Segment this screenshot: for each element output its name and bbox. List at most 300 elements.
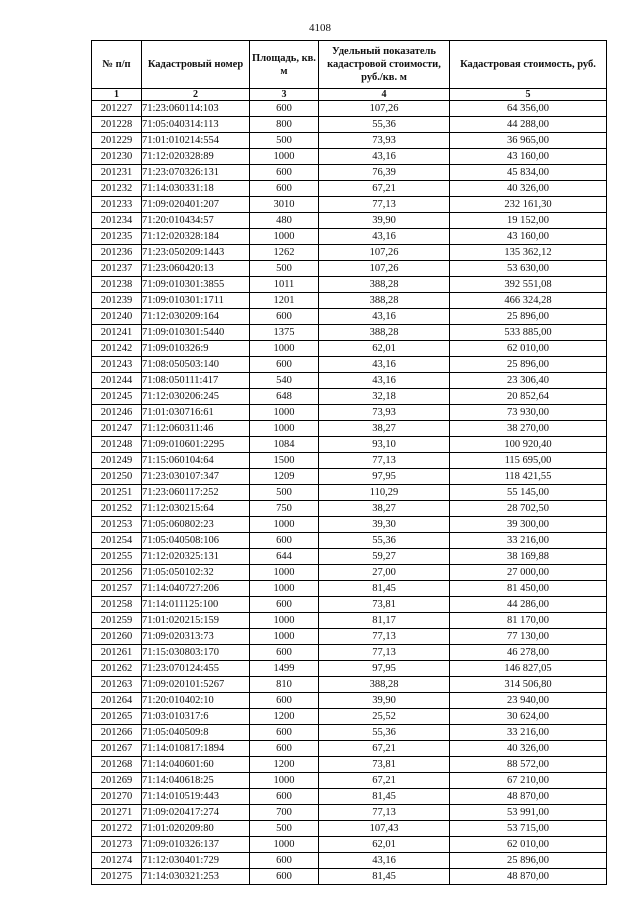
cadastral-number-cell: 71:09:010326:137 [142, 837, 250, 853]
row-number-cell: 201248 [92, 437, 142, 453]
table-row [92, 549, 607, 565]
row-number-cell: 201268 [92, 757, 142, 773]
table-row [92, 133, 607, 149]
unit-value-cell: 55,36 [319, 725, 450, 741]
cadastral-value-cell: 44 286,00 [450, 597, 607, 613]
cadastral-value-cell: 45 834,00 [450, 165, 607, 181]
cadastral-number-cell: 71:14:030331:18 [142, 181, 250, 197]
row-number-cell: 201228 [92, 117, 142, 133]
table-header-row [92, 41, 607, 89]
area-cell: 1000 [250, 341, 319, 357]
row-number-cell: 201246 [92, 405, 142, 421]
cadastral-number-cell: 71:09:010301:5440 [142, 325, 250, 341]
table-row [92, 277, 607, 293]
area-cell: 1000 [250, 773, 319, 789]
header-unit-value: Удельный показатель кадастровой стоимости, руб./кв. м [319, 41, 450, 89]
unit-value-cell: 107,43 [319, 821, 450, 837]
cadastral-value-cell: 466 324,28 [450, 293, 607, 309]
row-number-cell: 201255 [92, 549, 142, 565]
table-row [92, 645, 607, 661]
table-row [92, 709, 607, 725]
row-number-cell: 201250 [92, 469, 142, 485]
cadastral-value-cell: 67 210,00 [450, 773, 607, 789]
unit-value-cell: 93,10 [319, 437, 450, 453]
unit-value-cell: 107,26 [319, 261, 450, 277]
cadastral-value-cell: 28 702,50 [450, 501, 607, 517]
table-row [92, 741, 607, 757]
table-row [92, 853, 607, 869]
cadastral-value-cell: 62 010,00 [450, 341, 607, 357]
unit-value-cell: 73,93 [319, 405, 450, 421]
cadastral-number-cell: 71:09:010601:2295 [142, 437, 250, 453]
header-cadastral-number: Кадастровый номер [142, 41, 250, 89]
table-row [92, 581, 607, 597]
unit-value-cell: 388,28 [319, 325, 450, 341]
cadastral-value-cell: 44 288,00 [450, 117, 607, 133]
unit-value-cell: 77,13 [319, 453, 450, 469]
cadastral-number-cell: 71:05:040314:113 [142, 117, 250, 133]
unit-value-cell: 81,45 [319, 789, 450, 805]
cadastral-number-cell: 71:14:010519:443 [142, 789, 250, 805]
row-number-cell: 201231 [92, 165, 142, 181]
table-row [92, 421, 607, 437]
table-row [92, 117, 607, 133]
row-number-cell: 201233 [92, 197, 142, 213]
cadastral-value-table [91, 40, 607, 885]
area-cell: 600 [250, 165, 319, 181]
row-number-cell: 201227 [92, 101, 142, 117]
area-cell: 1000 [250, 581, 319, 597]
cadastral-value-cell: 55 145,00 [450, 485, 607, 501]
unit-value-cell: 97,95 [319, 469, 450, 485]
table-row [92, 661, 607, 677]
area-cell: 1000 [250, 629, 319, 645]
unit-value-cell: 38,27 [319, 421, 450, 437]
column-number-5: 5 [450, 89, 607, 101]
cadastral-value-cell: 73 930,00 [450, 405, 607, 421]
area-cell: 810 [250, 677, 319, 693]
cadastral-value-cell: 232 161,30 [450, 197, 607, 213]
cadastral-value-cell: 46 278,00 [450, 645, 607, 661]
area-cell: 1500 [250, 453, 319, 469]
unit-value-cell: 43,16 [319, 309, 450, 325]
unit-value-cell: 73,81 [319, 757, 450, 773]
row-number-cell: 201238 [92, 277, 142, 293]
cadastral-value-cell: 115 695,00 [450, 453, 607, 469]
row-number-cell: 201240 [92, 309, 142, 325]
cadastral-number-cell: 71:14:040601:60 [142, 757, 250, 773]
unit-value-cell: 388,28 [319, 677, 450, 693]
row-number-cell: 201267 [92, 741, 142, 757]
cadastral-number-cell: 71:01:010214:554 [142, 133, 250, 149]
area-cell: 500 [250, 821, 319, 837]
unit-value-cell: 67,21 [319, 741, 450, 757]
unit-value-cell: 77,13 [319, 629, 450, 645]
cadastral-value-cell: 20 852,64 [450, 389, 607, 405]
cadastral-value-cell: 27 000,00 [450, 565, 607, 581]
table-row [92, 789, 607, 805]
row-number-cell: 201259 [92, 613, 142, 629]
cadastral-number-cell: 71:08:050111:417 [142, 373, 250, 389]
area-cell: 1262 [250, 245, 319, 261]
cadastral-value-cell: 25 896,00 [450, 357, 607, 373]
unit-value-cell: 81,45 [319, 869, 450, 885]
table-row [92, 517, 607, 533]
table-row [92, 565, 607, 581]
cadastral-number-cell: 71:12:030215:64 [142, 501, 250, 517]
row-number-cell: 201261 [92, 645, 142, 661]
cadastral-number-cell: 71:05:060802:23 [142, 517, 250, 533]
area-cell: 500 [250, 261, 319, 277]
row-number-cell: 201265 [92, 709, 142, 725]
cadastral-value-cell: 392 551,08 [450, 277, 607, 293]
table-row [92, 245, 607, 261]
row-number-cell: 201236 [92, 245, 142, 261]
area-cell: 600 [250, 357, 319, 373]
cadastral-value-cell: 25 896,00 [450, 309, 607, 325]
unit-value-cell: 97,95 [319, 661, 450, 677]
unit-value-cell: 38,27 [319, 501, 450, 517]
table-row [92, 725, 607, 741]
table-row [92, 261, 607, 277]
cadastral-value-cell: 48 870,00 [450, 789, 607, 805]
column-number-row [92, 89, 607, 101]
unit-value-cell: 76,39 [319, 165, 450, 181]
unit-value-cell: 81,45 [319, 581, 450, 597]
cadastral-number-cell: 71:14:010817:1894 [142, 741, 250, 757]
unit-value-cell: 43,16 [319, 373, 450, 389]
unit-value-cell: 77,13 [319, 805, 450, 821]
header-area: Площадь, кв. м [250, 41, 319, 89]
row-number-cell: 201256 [92, 565, 142, 581]
unit-value-cell: 39,90 [319, 213, 450, 229]
cadastral-value-cell: 40 326,00 [450, 181, 607, 197]
row-number-cell: 201253 [92, 517, 142, 533]
row-number-cell: 201244 [92, 373, 142, 389]
area-cell: 1375 [250, 325, 319, 341]
cadastral-value-cell: 19 152,00 [450, 213, 607, 229]
column-number-2: 2 [142, 89, 250, 101]
unit-value-cell: 39,90 [319, 693, 450, 709]
cadastral-number-cell: 71:12:030401:729 [142, 853, 250, 869]
area-cell: 600 [250, 725, 319, 741]
area-cell: 1000 [250, 613, 319, 629]
cadastral-value-cell: 118 421,55 [450, 469, 607, 485]
row-number-cell: 201258 [92, 597, 142, 613]
table-row [92, 629, 607, 645]
unit-value-cell: 32,18 [319, 389, 450, 405]
cadastral-value-cell: 36 965,00 [450, 133, 607, 149]
area-cell: 800 [250, 117, 319, 133]
row-number-cell: 201241 [92, 325, 142, 341]
cadastral-number-cell: 71:05:050102:32 [142, 565, 250, 581]
row-number-cell: 201243 [92, 357, 142, 373]
cadastral-number-cell: 71:14:030321:253 [142, 869, 250, 885]
unit-value-cell: 388,28 [319, 277, 450, 293]
cadastral-value-cell: 30 624,00 [450, 709, 607, 725]
area-cell: 1084 [250, 437, 319, 453]
cadastral-number-cell: 71:23:070326:131 [142, 165, 250, 181]
area-cell: 480 [250, 213, 319, 229]
cadastral-value-cell: 64 356,00 [450, 101, 607, 117]
area-cell: 500 [250, 133, 319, 149]
unit-value-cell: 107,26 [319, 245, 450, 261]
cadastral-number-cell: 71:23:060114:103 [142, 101, 250, 117]
unit-value-cell: 110,29 [319, 485, 450, 501]
cadastral-number-cell: 71:23:030107:347 [142, 469, 250, 485]
cadastral-number-cell: 71:09:020417:274 [142, 805, 250, 821]
cadastral-value-cell: 81 170,00 [450, 613, 607, 629]
row-number-cell: 201249 [92, 453, 142, 469]
header-cadastral-value: Кадастровая стоимость, руб. [450, 41, 607, 89]
cadastral-number-cell: 71:09:020313:73 [142, 629, 250, 645]
table-row [92, 437, 607, 453]
row-number-cell: 201270 [92, 789, 142, 805]
unit-value-cell: 59,27 [319, 549, 450, 565]
cadastral-number-cell: 71:09:010301:3855 [142, 277, 250, 293]
cadastral-number-cell: 71:12:030209:164 [142, 309, 250, 325]
table-row [92, 149, 607, 165]
cadastral-number-cell: 71:09:020401:207 [142, 197, 250, 213]
row-number-cell: 201245 [92, 389, 142, 405]
area-cell: 600 [250, 309, 319, 325]
cadastral-number-cell: 71:14:040618:25 [142, 773, 250, 789]
row-number-cell: 201251 [92, 485, 142, 501]
row-number-cell: 201254 [92, 533, 142, 549]
cadastral-value-cell: 38 270,00 [450, 421, 607, 437]
row-number-cell: 201229 [92, 133, 142, 149]
table-row [92, 165, 607, 181]
area-cell: 1000 [250, 837, 319, 853]
cadastral-value-cell: 53 715,00 [450, 821, 607, 837]
area-cell: 644 [250, 549, 319, 565]
area-cell: 1000 [250, 149, 319, 165]
area-cell: 700 [250, 805, 319, 821]
header-row-number: № п/п [92, 41, 142, 89]
row-number-cell: 201247 [92, 421, 142, 437]
row-number-cell: 201237 [92, 261, 142, 277]
cadastral-number-cell: 71:12:030206:245 [142, 389, 250, 405]
row-number-cell: 201271 [92, 805, 142, 821]
area-cell: 648 [250, 389, 319, 405]
row-number-cell: 201273 [92, 837, 142, 853]
unit-value-cell: 62,01 [319, 837, 450, 853]
unit-value-cell: 43,16 [319, 149, 450, 165]
cadastral-number-cell: 71:08:050503:140 [142, 357, 250, 373]
table-row [92, 293, 607, 309]
table-row [92, 453, 607, 469]
table-row [92, 805, 607, 821]
row-number-cell: 201269 [92, 773, 142, 789]
area-cell: 1000 [250, 421, 319, 437]
area-cell: 1000 [250, 517, 319, 533]
row-number-cell: 201275 [92, 869, 142, 885]
table-row [92, 613, 607, 629]
cadastral-value-cell: 43 160,00 [450, 229, 607, 245]
table-row [92, 357, 607, 373]
cadastral-number-cell: 71:20:010402:10 [142, 693, 250, 709]
table-row [92, 373, 607, 389]
cadastral-value-cell: 314 506,80 [450, 677, 607, 693]
table-row [92, 821, 607, 837]
unit-value-cell: 62,01 [319, 341, 450, 357]
row-number-cell: 201272 [92, 821, 142, 837]
table-row [92, 229, 607, 245]
cadastral-number-cell: 71:12:060311:46 [142, 421, 250, 437]
unit-value-cell: 43,16 [319, 357, 450, 373]
row-number-cell: 201260 [92, 629, 142, 645]
unit-value-cell: 55,36 [319, 533, 450, 549]
cadastral-number-cell: 71:05:040508:106 [142, 533, 250, 549]
area-cell: 600 [250, 645, 319, 661]
cadastral-number-cell: 71:23:060117:252 [142, 485, 250, 501]
area-cell: 1000 [250, 229, 319, 245]
table-row [92, 181, 607, 197]
area-cell: 600 [250, 533, 319, 549]
table-row [92, 405, 607, 421]
unit-value-cell: 55,36 [319, 117, 450, 133]
table-row [92, 469, 607, 485]
table-row [92, 773, 607, 789]
table-row [92, 485, 607, 501]
page-number: 4108 [309, 22, 331, 34]
row-number-cell: 201266 [92, 725, 142, 741]
unit-value-cell: 77,13 [319, 197, 450, 213]
row-number-cell: 201230 [92, 149, 142, 165]
column-number-3: 3 [250, 89, 319, 101]
area-cell: 1200 [250, 757, 319, 773]
cadastral-number-cell: 71:14:040727:206 [142, 581, 250, 597]
unit-value-cell: 27,00 [319, 565, 450, 581]
unit-value-cell: 25,52 [319, 709, 450, 725]
area-cell: 600 [250, 101, 319, 117]
cadastral-number-cell: 71:20:010434:57 [142, 213, 250, 229]
cadastral-number-cell: 71:14:011125:100 [142, 597, 250, 613]
cadastral-value-cell: 81 450,00 [450, 581, 607, 597]
unit-value-cell: 67,21 [319, 773, 450, 789]
table-row [92, 197, 607, 213]
cadastral-number-cell: 71:12:020328:89 [142, 149, 250, 165]
table-row [92, 325, 607, 341]
cadastral-value-cell: 23 940,00 [450, 693, 607, 709]
area-cell: 600 [250, 741, 319, 757]
unit-value-cell: 107,26 [319, 101, 450, 117]
table-row [92, 757, 607, 773]
unit-value-cell: 388,28 [319, 293, 450, 309]
unit-value-cell: 67,21 [319, 181, 450, 197]
cadastral-value-cell: 77 130,00 [450, 629, 607, 645]
cadastral-number-cell: 71:01:020209:80 [142, 821, 250, 837]
table-row [92, 677, 607, 693]
cadastral-number-cell: 71:12:020328:184 [142, 229, 250, 245]
row-number-cell: 201263 [92, 677, 142, 693]
area-cell: 3010 [250, 197, 319, 213]
table-row [92, 341, 607, 357]
cadastral-value-cell: 33 216,00 [450, 533, 607, 549]
unit-value-cell: 43,16 [319, 853, 450, 869]
table-row [92, 837, 607, 853]
row-number-cell: 201274 [92, 853, 142, 869]
row-number-cell: 201257 [92, 581, 142, 597]
cadastral-value-cell: 53 630,00 [450, 261, 607, 277]
table-row [92, 101, 607, 117]
table-row [92, 533, 607, 549]
row-number-cell: 201235 [92, 229, 142, 245]
unit-value-cell: 77,13 [319, 645, 450, 661]
cadastral-number-cell: 71:03:010317:6 [142, 709, 250, 725]
area-cell: 600 [250, 181, 319, 197]
row-number-cell: 201242 [92, 341, 142, 357]
table-row [92, 389, 607, 405]
cadastral-value-cell: 40 326,00 [450, 741, 607, 757]
area-cell: 600 [250, 853, 319, 869]
unit-value-cell: 73,93 [319, 133, 450, 149]
area-cell: 500 [250, 485, 319, 501]
cadastral-value-cell: 33 216,00 [450, 725, 607, 741]
area-cell: 1499 [250, 661, 319, 677]
area-cell: 750 [250, 501, 319, 517]
cadastral-value-cell: 533 885,00 [450, 325, 607, 341]
cadastral-number-cell: 71:12:020325:131 [142, 549, 250, 565]
cadastral-number-cell: 71:09:010301:1711 [142, 293, 250, 309]
area-cell: 600 [250, 869, 319, 885]
table-row [92, 309, 607, 325]
cadastral-number-cell: 71:15:060104:64 [142, 453, 250, 469]
cadastral-value-cell: 38 169,88 [450, 549, 607, 565]
cadastral-number-cell: 71:23:070124:455 [142, 661, 250, 677]
area-cell: 1000 [250, 565, 319, 581]
area-cell: 1200 [250, 709, 319, 725]
row-number-cell: 201264 [92, 693, 142, 709]
area-cell: 1000 [250, 405, 319, 421]
cadastral-value-cell: 43 160,00 [450, 149, 607, 165]
column-number-1: 1 [92, 89, 142, 101]
row-number-cell: 201232 [92, 181, 142, 197]
table-row [92, 869, 607, 885]
cadastral-value-cell: 88 572,00 [450, 757, 607, 773]
cadastral-value-cell: 100 920,40 [450, 437, 607, 453]
column-number-4: 4 [319, 89, 450, 101]
row-number-cell: 201262 [92, 661, 142, 677]
cadastral-value-cell: 48 870,00 [450, 869, 607, 885]
cadastral-value-cell: 135 362,12 [450, 245, 607, 261]
cadastral-number-cell: 71:23:060420:13 [142, 261, 250, 277]
area-cell: 1011 [250, 277, 319, 293]
cadastral-number-cell: 71:05:040509:8 [142, 725, 250, 741]
area-cell: 600 [250, 789, 319, 805]
table-row [92, 213, 607, 229]
cadastral-value-cell: 23 306,40 [450, 373, 607, 389]
cadastral-number-cell: 71:23:050209:1443 [142, 245, 250, 261]
cadastral-value-cell: 25 896,00 [450, 853, 607, 869]
cadastral-value-cell: 62 010,00 [450, 837, 607, 853]
row-number-cell: 201239 [92, 293, 142, 309]
unit-value-cell: 81,17 [319, 613, 450, 629]
area-cell: 540 [250, 373, 319, 389]
cadastral-number-cell: 71:01:030716:61 [142, 405, 250, 421]
table-row [92, 597, 607, 613]
unit-value-cell: 73,81 [319, 597, 450, 613]
area-cell: 600 [250, 597, 319, 613]
unit-value-cell: 39,30 [319, 517, 450, 533]
cadastral-value-cell: 146 827,05 [450, 661, 607, 677]
table-row [92, 693, 607, 709]
cadastral-value-cell: 39 300,00 [450, 517, 607, 533]
area-cell: 600 [250, 693, 319, 709]
unit-value-cell: 43,16 [319, 229, 450, 245]
row-number-cell: 201234 [92, 213, 142, 229]
area-cell: 1201 [250, 293, 319, 309]
